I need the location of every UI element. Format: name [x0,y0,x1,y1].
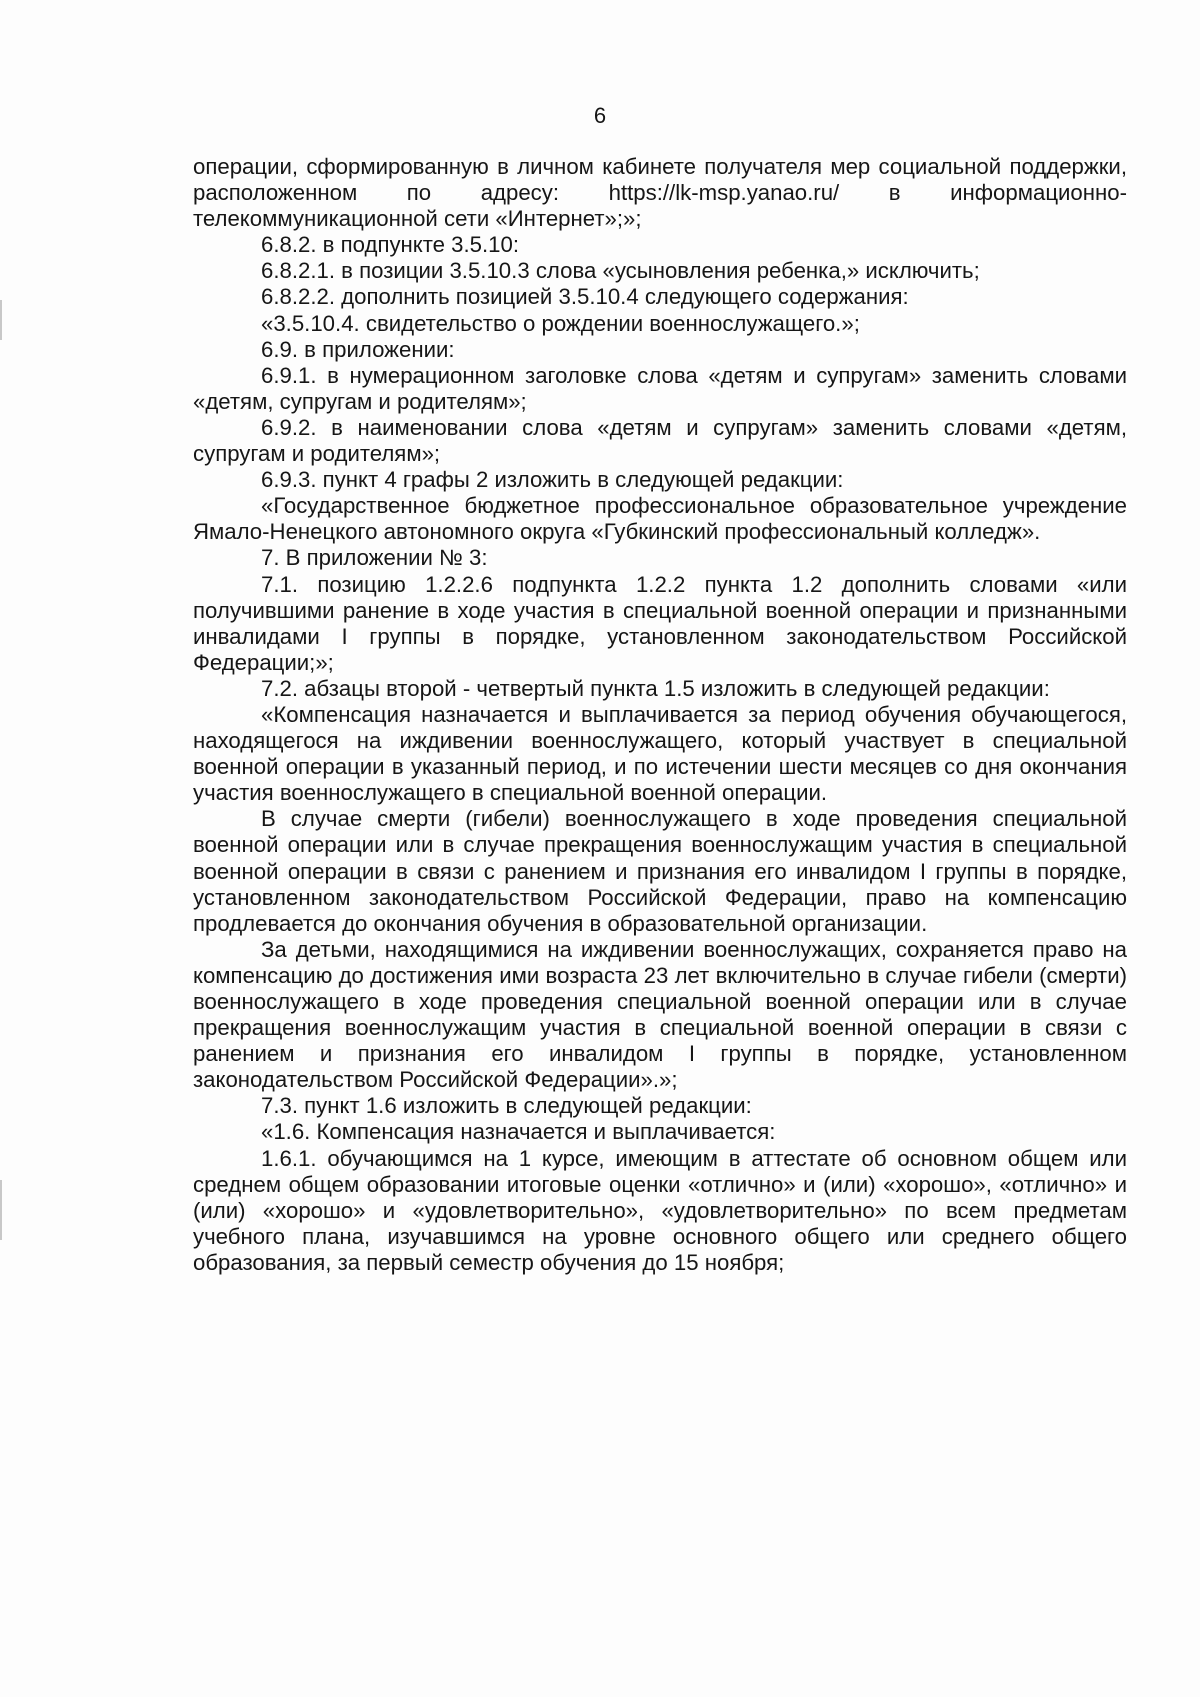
paragraph: «Государственное бюджетное профессиональное образовательное учреждение Ямало-Ненецкого автономного округа «Губкинский профессиональный колледж». [193,493,1127,545]
page-number: 6 [593,103,607,128]
paragraph: 6.8.2.2. дополнить позицией 3.5.10.4 следующего содержания: [261,284,909,310]
paragraph: 7.1. позицию 1.2.2.6 подпункта 1.2.2 пункта 1.2 дополнить словами «или получившими ранение в ходе участия в специальной военной операции и признанными инвалидами I группы в порядке, установленном законодательством Российской Федерации;»; [193,571,1127,675]
paragraph: «1.6. Компенсация назначается и выплачивается: [261,1119,776,1145]
paragraph: За детьми, находящимися на иждивении военнослужащих, сохраняется право на компенсацию до достижения ими возраста 23 лет включительно в случае гибели (смерти) военнослужащего в ходе проведения специальной военной операции или в случае прекращения военнослужащим участия в специальной военной операции в связи с ранением и признания его инвалидом I группы в порядке, установленном законодательством Российской Федерации».»; [193,936,1127,1093]
scan-edge-mark [0,300,2,340]
document-body [193,154,1127,1276]
paragraph: 7.2. абзацы второй - четвертый пункта 1.5 изложить в следующей редакции: [261,675,1050,701]
paragraph: 6.9.2. в наименовании слова «детям и супругам» заменить словами «детям, супругам и родителям»; [193,414,1127,467]
paragraph: 7.3. пункт 1.6 изложить в следующей редакции: [261,1093,752,1119]
paragraph: 1.6.1. обучающимся на 1 курсе, имеющим в аттестате об основном общем или среднем общем образовании итоговые оценки «отлично» и (или) «хорошо», «отлично» и (или) «хорошо» и «удовлетворительно», «удовлетворительно» по всем предметам учебного плана, изучавшимся на уровне основного общего или среднего общего образования, за первый семестр обучения до 15 ноября; [193,1145,1127,1275]
paragraph: операции, сформированную в личном кабинете получателя мер социальной поддержки, расположенном по адресу: https://lk-msp.yanao.ru/ в информационно-телекоммуникационной сети «Интернет»;»; [193,154,1127,232]
scan-edge-mark [0,1180,2,1240]
paragraph: 6.9. в приложении: [261,336,455,362]
paragraph: 6.8.2. в подпункте 3.5.10: [261,232,520,258]
paragraph: «3.5.10.4. свидетельство о рождении военнослужащего.»; [261,310,860,336]
paragraph: 6.8.2.1. в позиции 3.5.10.3 слова «усыновления ребенка,» исключить; [261,258,980,284]
paragraph: 6.9.3. пункт 4 графы 2 изложить в следующей редакции: [261,467,844,493]
paragraph: 6.9.1. в нумерационном заголовке слова «детям и супругам» заменить словами «детям, супругам и родителям»; [193,362,1127,414]
paragraph: 7. В приложении № 3: [261,545,488,571]
paragraph: В случае смерти (гибели) военнослужащего в ходе проведения специальной военной операции или в случае прекращения военнослужащим участия в специальной военной операции в связи с ранением и признания его инвалидом I группы в порядке, установленном законодательством Российской Федерации, право на компенсацию продлевается до окончания обучения в образовательной организации. [193,806,1127,936]
paragraph: «Компенсация назначается и выплачивается за период обучения обучающегося, находящегося на иждивении военнослужащего, который участвует в специальной военной операции в указанный период, и по истечении шести месяцев со дня окончания участия военнослужащего в специальной военной операции. [193,701,1127,806]
